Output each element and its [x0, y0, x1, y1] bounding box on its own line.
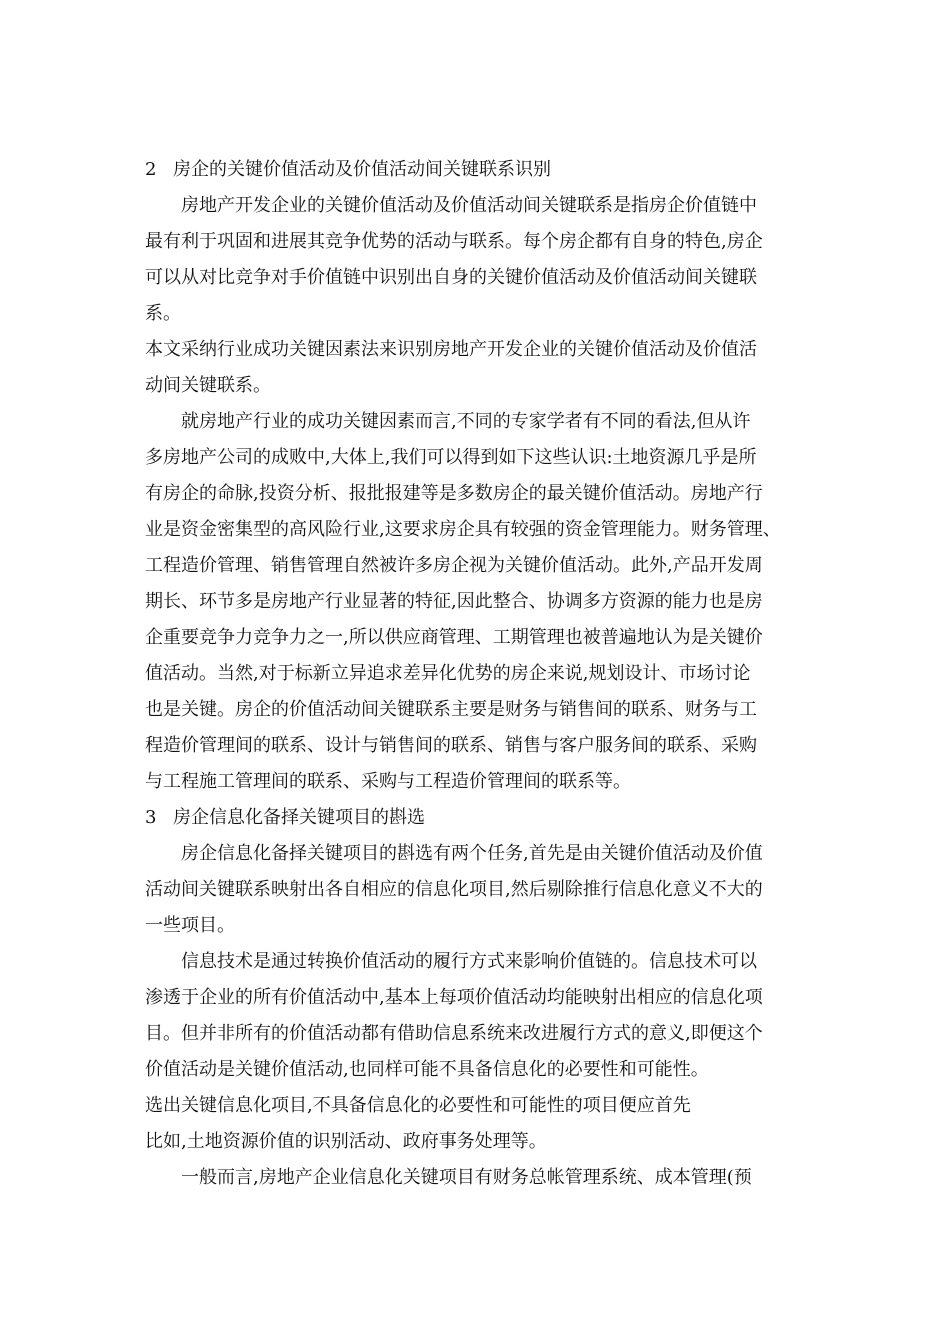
- paragraph-line: 企重要竞争力竞争力之一,所以供应商管理、工期管理也被普遍地认为是关键价: [145, 627, 763, 648]
- paragraph-line: 与工程施工管理间的联系、采购与工程造价管理间的联系等。: [145, 771, 631, 792]
- paragraph-line: 本文采纳行业成功关键因素法来识别房地产开发企业的关键价值活动及价值活: [145, 339, 757, 360]
- paragraph-line: 值活动。当然,对于标新立异追求差异化优势的房企来说,规划设计、市场讨论: [145, 663, 751, 684]
- section-number: 3: [145, 807, 157, 828]
- paragraph-line: 系。: [145, 303, 181, 324]
- paragraph-line: 最有利于巩固和进展其竞争优势的活动与联系。每个房企都有自身的特色,房企: [145, 231, 763, 252]
- paragraph-line: 价值活动是关键价值活动,也同样可能不具备信息化的必要性和可能性。: [145, 1059, 709, 1080]
- paragraph-line: 渗透于企业的所有价值活动中,基本上每项价值活动均能映射出相应的信息化项: [145, 987, 763, 1008]
- paragraph-line: 比如,土地资源价值的识别活动、政府事务处理等。: [145, 1131, 547, 1152]
- paragraph-line: 目。但并非所有的价值活动都有借助信息系统来改进履行方式的意义,即便这个: [145, 1023, 763, 1044]
- paragraph-line: 选出关键信息化项目,不具备信息化的必要性和可能性的项目便应首先: [145, 1095, 691, 1116]
- section-title: 房企信息化备择关键项目的斟选: [173, 807, 425, 828]
- paragraph-line: 多房地产公司的成败中,大体上,我们可以得到如下这些认识:土地资源几乎是所: [145, 447, 757, 468]
- paragraph-line: 一般而言,房地产企业信息化关键项目有财务总帐管理系统、成本管理(预: [181, 1167, 752, 1188]
- paragraph-line: 动间关键联系。: [145, 375, 271, 396]
- paragraph-line: 程造价管理间的联系、设计与销售间的联系、销售与客户服务间的联系、采购: [145, 735, 757, 756]
- section-heading-2: [145, 158, 551, 182]
- paragraph-line: 就房地产行业的成功关键因素而言,不同的专家学者有不同的看法,但从许: [181, 411, 751, 432]
- section-number: 2: [145, 159, 157, 180]
- paragraph-line: 期长、环节多是房地产行业显著的特征,因此整合、协调多方资源的能力也是房: [145, 591, 763, 612]
- paragraph-line: 房地产开发企业的关键价值活动及价值活动间关键联系是指房企价值链中: [181, 195, 757, 216]
- section-heading-3: [145, 806, 425, 830]
- paragraph-line: 房企信息化备择关键项目的斟选有两个任务,首先是由关键价值活动及价值: [181, 843, 763, 864]
- paragraph-line: 可以从对比竞争对手价值链中识别出自身的关键价值活动及价值活动间关键联: [145, 267, 757, 288]
- paragraph-line: 活动间关键联系映射出各自相应的信息化项目,然后剔除推行信息化意义不大的: [145, 879, 763, 900]
- paragraph-line: 工程造价管理、销售管理自然被许多房企视为关键价值活动。此外,产品开发周: [145, 555, 763, 576]
- paragraph-line: 业是资金密集型的高风险行业,这要求房企具有较强的资金管理能力。财务管理、: [145, 519, 781, 540]
- section-title: 房企的关键价值活动及价值活动间关键联系识别: [173, 159, 551, 180]
- paragraph-line: 也是关键。房企的价值活动间关键联系主要是财务与销售间的联系、财务与工: [145, 699, 757, 720]
- paragraph-line: 有房企的命脉,投资分析、报批报建等是多数房企的最关键价值活动。房地产行: [145, 483, 763, 504]
- paragraph-line: 一些项目。: [145, 915, 235, 936]
- paragraph-line: 信息技术是通过转换价值活动的履行方式来影响价值链的。信息技术可以: [181, 951, 757, 972]
